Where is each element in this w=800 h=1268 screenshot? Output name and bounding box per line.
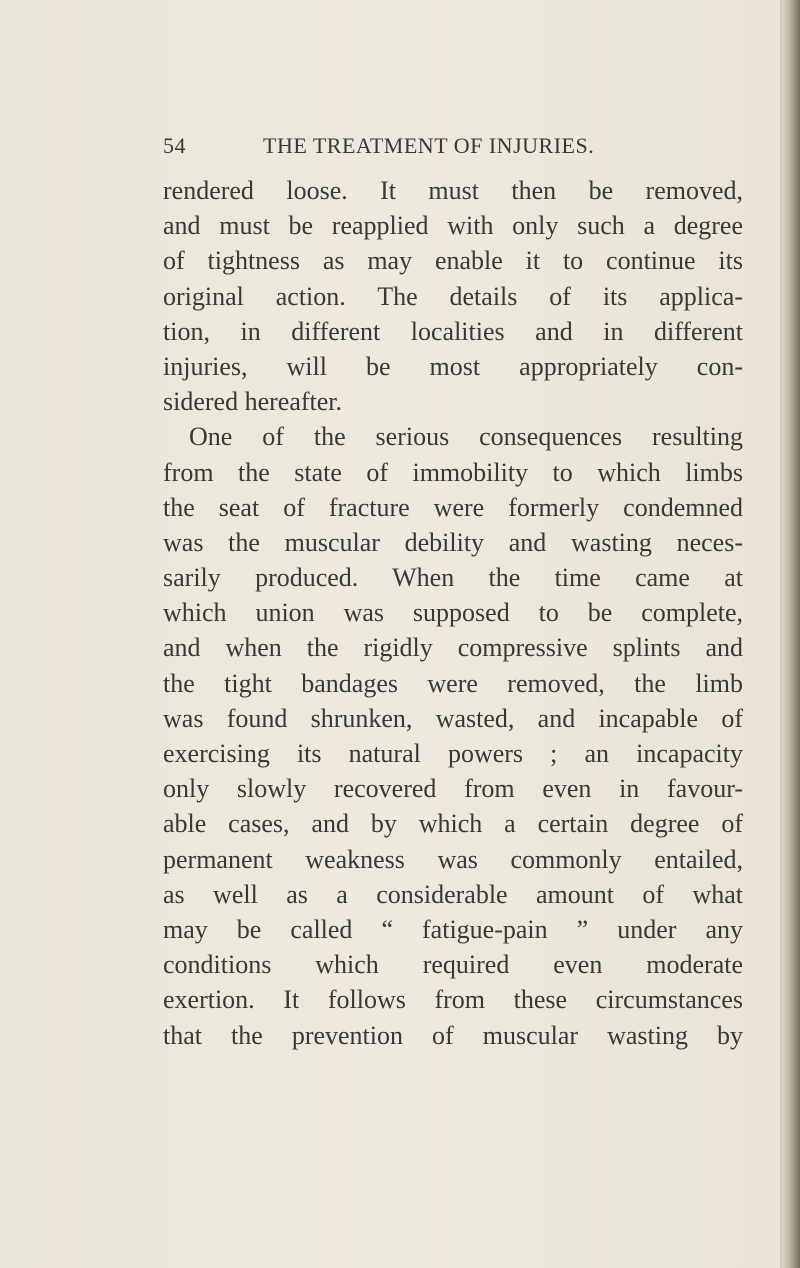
text-line: only slowly recovered from even in favour- (163, 774, 743, 804)
text-line: may be called “ fatigue-pain ” under any (163, 914, 743, 944)
text-line: tion, in different localities and in different (163, 316, 743, 346)
page-edge (782, 0, 800, 1268)
text-line: that the prevention of muscular wasting by (163, 1020, 743, 1050)
text-line: exercising its natural powers ; an incapacity (163, 739, 743, 768)
text-line: sidered hereafter. (163, 387, 343, 417)
text-line: able cases, and by which a certain degree of (163, 809, 743, 839)
text-line: permanent weakness was commonly entailed, (163, 844, 743, 874)
text-line: original action. The details of its applica- (163, 281, 743, 311)
text-line: sarily produced. When the time came at (163, 563, 743, 593)
running-title: THE TREATMENT OF INJURIES. (263, 133, 595, 158)
text-line: from the state of immobility to which limbs (163, 457, 743, 487)
text-line: which union was supposed to be complete, (163, 598, 743, 628)
text-line: and when the rigidly compressive splints and (163, 633, 743, 663)
text-line: as well as a considerable amount of what (163, 879, 743, 909)
text-line: the seat of fracture were formerly condemned (163, 492, 743, 522)
page-number: 54 (163, 133, 186, 158)
text-line: was found shrunken, wasted, and incapable of (163, 703, 743, 733)
text-line: exertion. It follows from these circumstances (163, 985, 743, 1015)
text-line: the tight bandages were removed, the limb (163, 668, 743, 698)
text-line: conditions which required even moderate (163, 950, 743, 980)
body-text (163, 173, 743, 1053)
text-line: injuries, will be most appropriately con- (163, 351, 743, 381)
text-line: of tightness as may enable it to continue its (163, 246, 743, 276)
text-line: rendered loose. It must then be removed, (163, 176, 743, 205)
text-line: was the muscular debility and wasting neces- (163, 527, 743, 557)
paragraph-start-line: One of the serious consequences resulting (189, 422, 743, 452)
text-line: and must be reapplied with only such a degree (163, 211, 743, 241)
running-header (163, 133, 643, 163)
